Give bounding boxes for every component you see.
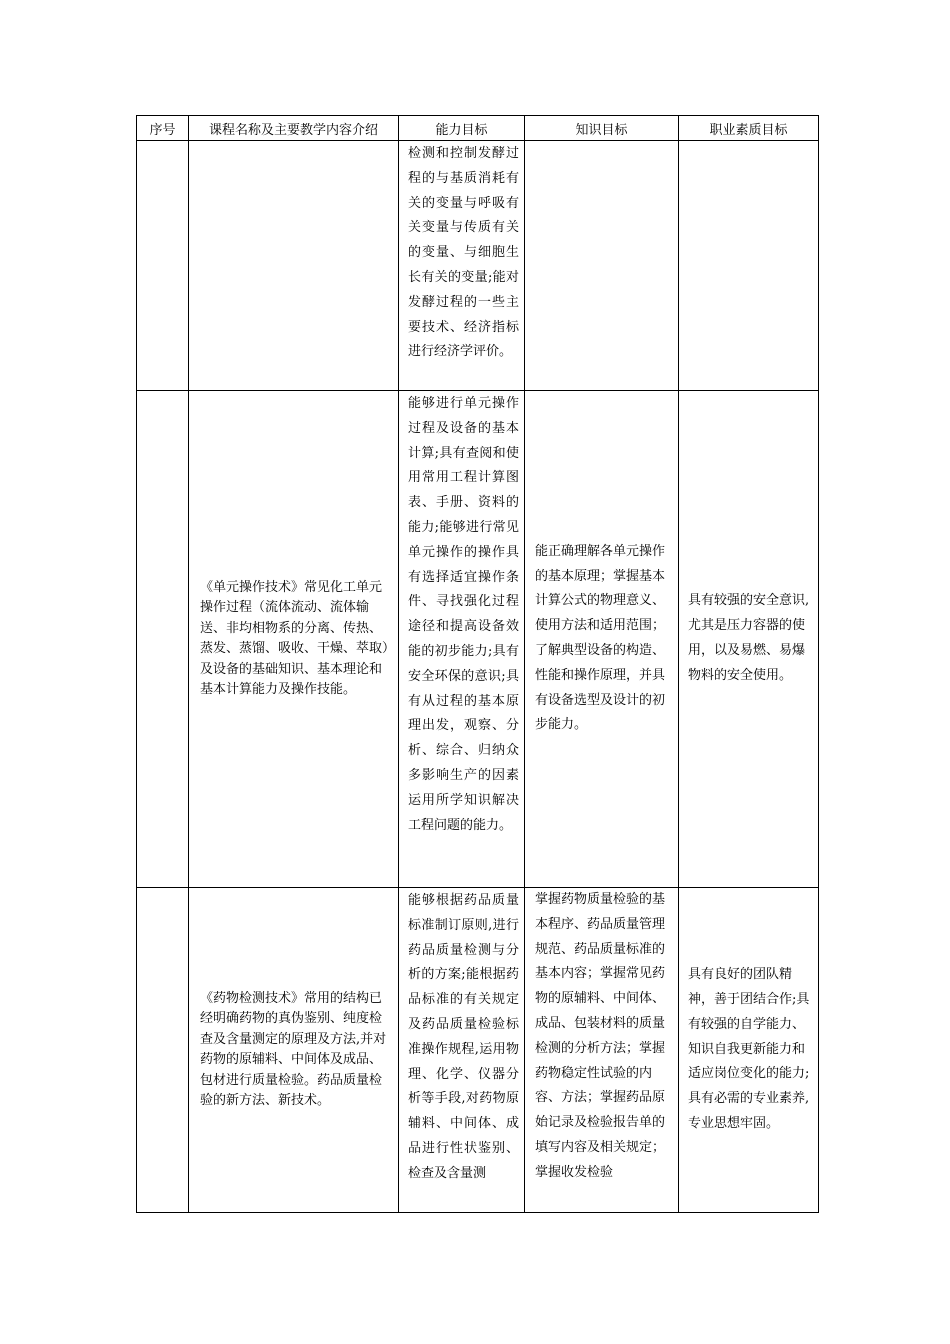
cell-course <box>189 141 399 391</box>
cell-course: 《单元操作技术》常见化工单元操作过程（流体流动、流体输送、非均相物系的分离、传热、蒸发、蒸馏、吸收、干燥、萃取）及设备的基础知识、基本理论和基本计算能力及操作技能。 <box>189 391 399 888</box>
cell-quality: 具有较强的安全意识,尤其是压力容器的使用，以及易燃、易爆物料的安全使用。 <box>679 391 819 888</box>
header-ability: 能力目标 <box>399 116 525 141</box>
cell-knowledge <box>525 141 679 391</box>
cell-course: 《药物检测技术》常用的结构已经明确药物的真伪鉴别、纯度检查及含量测定的原理及方法,并对药物的原辅料、中间体及成品、包材进行质量检验。药品质量检验的新方法、新技术。 <box>189 888 399 1213</box>
cell-quality: 具有良好的团队精神，善于团结合作;具有较强的自学能力、知识自我更新能力和适应岗位变化的能力;具有必需的专业素养,专业思想牢固。 <box>679 888 819 1213</box>
cell-no <box>137 888 189 1213</box>
table-row <box>137 391 819 888</box>
cell-quality <box>679 141 819 391</box>
cell-knowledge: 能正确理解各单元操作的基本原理；掌握基本计算公式的物理意义、使用方法和适用范围；了解典型设备的构造、性能和操作原理，并具有设备选型及设计的初步能力。 <box>525 391 679 888</box>
header-course: 课程名称及主要教学内容介绍 <box>189 116 399 141</box>
header-quality: 职业素质目标 <box>679 116 819 141</box>
curriculum-table <box>136 115 819 1213</box>
cell-no <box>137 391 189 888</box>
table-row <box>137 141 819 391</box>
cell-ability: 能够根据药品质量标准制订原则,进行药品质量检测与分析的方案;能根据药品标准的有关规定及药品质量检验标准操作规程,运用物理、化学、仪器分析等手段,对药物原辅料、中间体、成品进行性状鉴别、检查及含量测 <box>399 888 525 1213</box>
header-no: 序号 <box>137 116 189 141</box>
header-knowledge: 知识目标 <box>525 116 679 141</box>
cell-ability: 能够进行单元操作过程及设备的基本计算;具有查阅和使用常用工程计算图表、手册、资料的能力;能够进行常见单元操作的操作具有选择适宜操作条件、寻找强化过程途径和提高设备效能的初步能力;具有安全环保的意识;具有从过程的基本原理出发，观察、分析、综合、归纳众多影响生产的因素运用所学知识解决工程问题的能力。 <box>399 391 525 888</box>
cell-knowledge: 掌握药物质量检验的基本程序、药品质量管理规范、药品质量标准的基本内容；掌握常见药物的原辅料、中间体、成品、包装材料的质量检测的分析方法；掌握药物稳定性试验的内容、方法；掌握药品原始记录及检验报告单的填写内容及相关规定；掌握收发检验 <box>525 888 679 1213</box>
cell-ability: 检测和控制发酵过程的与基质消耗有关的变量与呼吸有关变量与传质有关的变量、与细胞生长有关的变量;能对发酵过程的一些主要技术、经济指标进行经济学评价。 <box>399 141 525 391</box>
cell-no <box>137 141 189 391</box>
header-row <box>137 116 819 141</box>
table-row <box>137 888 819 1213</box>
